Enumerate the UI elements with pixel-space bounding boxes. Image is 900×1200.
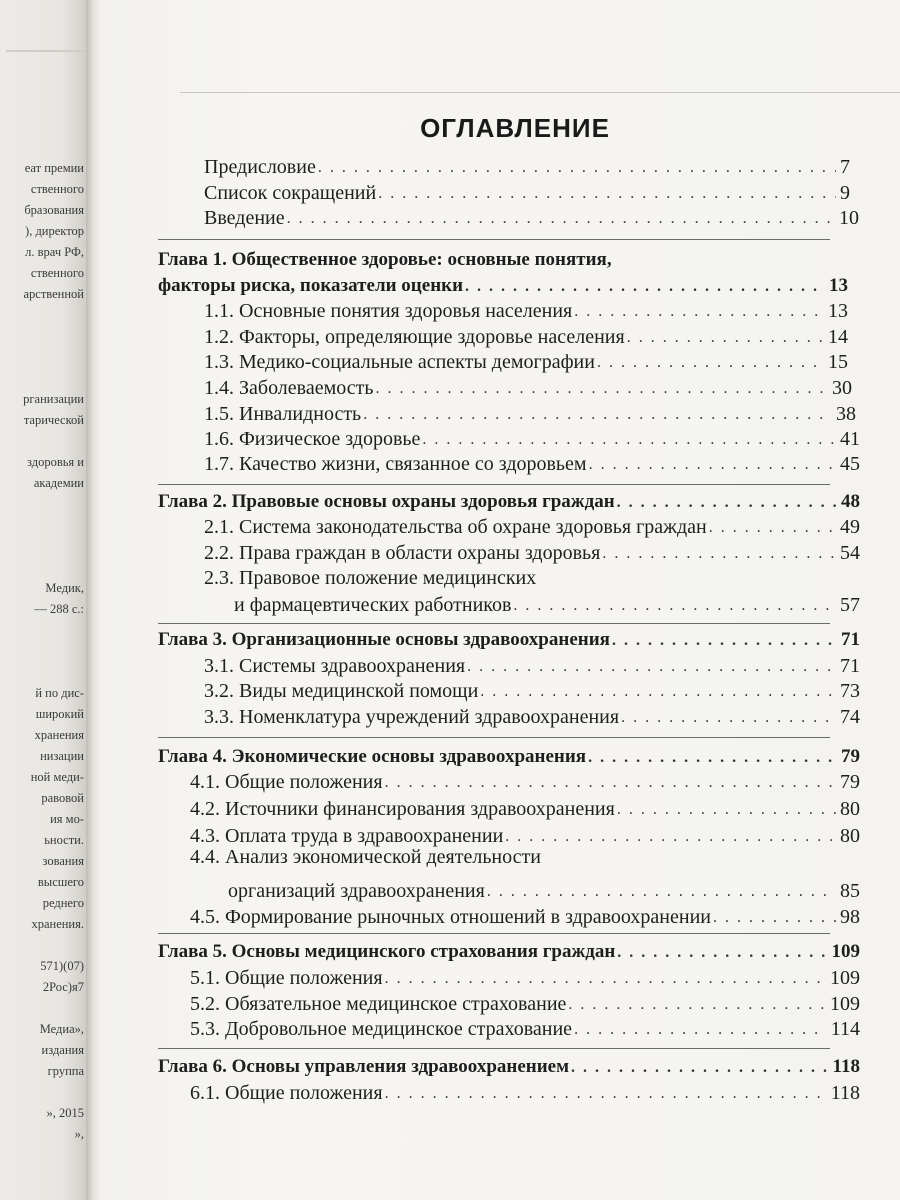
section-divider [158,484,830,485]
previous-page-line: хранения [34,728,84,742]
previous-page-line: Медиа», [39,1022,84,1036]
previous-page-line: ственного [30,266,84,280]
toc-entry-page: 109 [830,967,860,989]
page-title: ОГЛАВЛЕНИЕ [420,113,610,143]
toc-entry-title: 4.1. Общие положения [190,771,383,793]
toc-entry-page: 49 [840,516,860,538]
previous-page-line: высшего [37,875,84,889]
previous-page-line: хранения. [31,917,84,931]
dot-leader [621,707,836,729]
toc-entry-title: Предисловие [204,156,316,178]
dot-leader [385,968,826,990]
previous-page-line [0,326,84,347]
previous-page-line: равовой [41,791,84,805]
toc-section-1-4[interactable] [204,376,852,400]
previous-page-line: издания [41,1043,84,1057]
section-divider [158,933,830,934]
toc-entry-title: 1.3. Медико-социальные аспекты демографии [204,351,595,373]
section-divider [158,1048,830,1049]
toc-section-3-1[interactable] [204,654,860,678]
chapter-1-title-line1[interactable]: Глава 1. Общественное здоровье: основные понятия, [158,249,612,270]
previous-page-line: здоровья и [27,455,84,469]
previous-page-line: реднего [42,896,84,910]
dot-leader [422,429,836,451]
dot-leader [612,630,837,652]
dot-leader [480,681,836,703]
toc-page [100,0,900,1200]
dot-leader [627,327,824,349]
dot-leader [505,826,836,848]
toc-entry-title: 1.4. Заболеваемость [204,377,374,399]
previous-page-line: ), директор [25,224,84,238]
toc-section-1-2[interactable] [204,325,848,349]
dot-leader [571,1057,829,1079]
toc-section-2-2[interactable] [204,541,860,565]
toc-entry-title: факторы риска, показатели оценки [158,275,464,296]
toc-entry-page: 80 [840,798,860,820]
dot-leader [465,276,825,298]
previous-page-line: академии [33,476,84,490]
toc-entry-title: 1.2. Факторы, определяющие здоровье населения [204,326,625,348]
previous-page-line: й по дис- [35,686,84,700]
dot-leader [467,656,836,678]
previous-page-line: ственного [30,182,84,196]
toc-entry-title: 4.5. Формирование рыночных отношений в здравоохранении [190,906,711,928]
previous-page-line: арственной [23,287,84,301]
toc-section-3-3[interactable] [204,705,860,729]
previous-page-line: широкий [35,707,84,721]
toc-entry-page: 15 [828,351,848,373]
previous-page-line [0,1082,84,1103]
toc-entry-page: 57 [840,594,860,616]
toc-entry-title: 3.3. Номенклатура учреждений здравоохранения [204,706,620,728]
previous-page-line [0,998,84,1019]
previous-page-line: рганизации [23,392,84,406]
dot-leader [597,352,824,374]
previous-page-line: бразования [24,203,84,217]
dot-leader [385,772,836,794]
toc-entry-page: 98 [840,906,860,928]
toc-entry-page: 118 [832,1056,860,1077]
previous-page-line [0,557,84,578]
toc-section-5-3[interactable] [190,1017,860,1041]
dot-leader [385,1083,827,1105]
toc-entry-page: 118 [830,1082,860,1104]
toc-entry-page: 80 [840,825,860,847]
toc-entry-page: 109 [830,993,860,1015]
previous-page-line: — 288 с.: [34,602,84,616]
toc-entry-page: 109 [831,941,860,962]
previous-page [0,0,88,1200]
dot-leader [513,595,836,617]
previous-page-line: ьности. [44,833,84,847]
toc-chapter-3[interactable] [158,628,860,652]
toc-section-3-2[interactable] [204,679,860,703]
toc-section-1-5[interactable] [204,402,856,426]
toc-chapter-1[interactable] [158,274,848,298]
section-divider [158,737,830,738]
toc-section-4-4[interactable] [228,879,860,903]
toc-entry-title: 5.1. Общие положения [190,967,383,989]
toc-section-1-7[interactable] [204,452,860,476]
previous-page-line [0,431,84,452]
toc-entry-title: Глава 3. Организационные основы здравоохранения [158,629,610,650]
toc-entry-page: 7 [840,156,850,178]
toc-entry-title: Глава 5. Основы медицинского страхования граждан [158,941,616,962]
dot-leader [589,454,836,476]
toc-entry-title: 3.2. Виды медицинской помощи [204,680,479,702]
toc-entry-page: 38 [836,403,856,425]
toc-entry-title: 1.7. Качество жизни, связанное со здоровьем [204,453,587,475]
section-divider [158,623,830,624]
toc-entry-title: Глава 6. Основы управления здравоохранением [158,1056,570,1077]
toc-section-1-3[interactable] [204,350,848,374]
previous-page-line: », 2015 [46,1106,84,1120]
toc-section-4-1[interactable] [190,770,860,794]
dot-leader [318,157,836,179]
previous-page-line [0,536,84,557]
toc-entry-title: 5.3. Добровольное медицинское страхование [190,1018,573,1040]
toc-entry-title: 4.2. Источники финансирования здравоохранения [190,798,615,820]
previous-page-line [0,368,84,389]
toc-entry-page: 9 [840,182,850,204]
previous-page-line: группа [47,1064,84,1078]
previous-page-line: 2Рос)я7 [42,980,84,994]
previous-page-line: л. врач РФ, [25,245,84,259]
dot-leader [574,301,824,323]
previous-page-line [0,347,84,368]
toc-section-6-1[interactable] [190,1081,860,1105]
toc-entry-page: 73 [840,680,860,702]
previous-page-line [0,662,84,683]
dot-leader [617,492,837,514]
previous-page-line: ной меди- [30,770,84,784]
table-of-contents [100,0,900,1200]
previous-page-line [0,935,84,956]
toc-entry-title: 2.2. Права граждан в области охраны здоровья [204,542,601,564]
toc-entry-title: организаций здравоохранения [228,880,485,902]
toc-entry-page: 13 [828,300,848,322]
dot-leader [709,517,836,539]
toc-entry-title: 1.6. Физическое здоровье [204,428,421,450]
toc-entry-page: 30 [832,377,852,399]
dot-leader [378,183,836,205]
previous-page-line: зования [42,854,84,868]
dot-leader [363,404,832,426]
toc-entry-page: 74 [840,706,860,728]
toc-entry-title: Введение [204,207,285,229]
toc-section-5-1[interactable] [190,966,860,990]
toc-entry-title: 4.3. Оплата труда в здравоохранении [190,825,504,847]
toc-entry-title: 2.1. Система законодательства об охране здоровья граждан [204,516,707,538]
toc-entry-page: 10 [839,207,859,229]
toc-chapter-6[interactable] [158,1055,860,1079]
previous-page-line: ия мо- [50,812,84,826]
toc-entry-title: 1.1. Основные понятия здоровья населения [204,300,573,322]
dot-leader [568,994,826,1016]
previous-page-line: », [74,1127,84,1141]
toc-entry-abbreviations[interactable] [204,181,850,205]
previous-page-line: низации [40,749,84,763]
toc-entry-title: 6.1. Общие положения [190,1082,383,1104]
dot-leader [617,942,827,964]
toc-entry-page: 48 [841,491,860,512]
toc-entry-page: 71 [841,629,860,650]
toc-entry-introduction[interactable] [204,206,859,230]
toc-chapter-4[interactable] [158,745,860,769]
previous-page-line [0,620,84,641]
toc-section-2-1[interactable] [204,515,860,539]
toc-entry-title: Глава 4. Экономические основы здравоохранения [158,746,587,767]
toc-entry-page: 13 [829,275,848,296]
toc-entry-page: 45 [840,453,860,475]
previous-page-line: Медик, [45,581,84,595]
previous-page-line: еат премии [24,161,84,175]
section-4-4-title-line1[interactable]: 4.4. Анализ экономической деятельности [190,846,541,868]
section-divider [158,239,830,240]
toc-entry-page: 114 [830,1018,860,1040]
previous-page-line [0,515,84,536]
toc-entry-page: 41 [840,428,860,450]
toc-entry-page: 54 [840,542,860,564]
toc-section-2-3[interactable] [234,593,860,617]
toc-entry-page: 79 [840,771,860,793]
dot-leader [713,907,836,929]
dot-leader [376,378,829,400]
toc-entry-page: 79 [841,746,860,767]
dot-leader [602,543,836,565]
toc-section-4-2[interactable] [190,797,860,821]
toc-section-4-5[interactable] [190,905,860,929]
section-2-3-title-line1[interactable]: 2.3. Правовое положение медицинских [204,567,537,589]
toc-section-1-6[interactable] [204,427,860,451]
toc-entry-page: 85 [840,880,860,902]
toc-entry-page: 71 [840,655,860,677]
toc-entry-title: Глава 2. Правовые основы охраны здоровья граждан [158,491,615,512]
toc-entry-title: Список сокращений [204,182,377,204]
toc-chapter-5[interactable] [158,940,860,964]
dot-leader [588,747,837,769]
previous-page-edge [6,50,88,112]
toc-section-1-1[interactable] [204,299,848,323]
toc-entry-preface[interactable] [204,155,850,179]
toc-chapter-2[interactable] [158,490,860,514]
toc-section-5-2[interactable] [190,992,860,1016]
previous-page-line [0,305,84,326]
dot-leader [487,881,836,903]
dot-leader [617,799,836,821]
toc-entry-page: 14 [828,326,848,348]
dot-leader [287,208,835,230]
previous-page-line [0,641,84,662]
toc-entry-title: 3.1. Системы здравоохранения [204,655,466,677]
toc-entry-title: 5.2. Обязательное медицинское страхование [190,993,567,1015]
previous-page-line: тарической [23,413,84,427]
dot-leader [574,1019,827,1041]
toc-entry-title: и фармацевтических работников [234,594,512,616]
previous-page-line [0,494,84,515]
toc-entry-title: 1.5. Инвалидность [204,403,362,425]
previous-page-text [0,158,84,1145]
previous-page-line: 571)(07) [40,959,84,973]
